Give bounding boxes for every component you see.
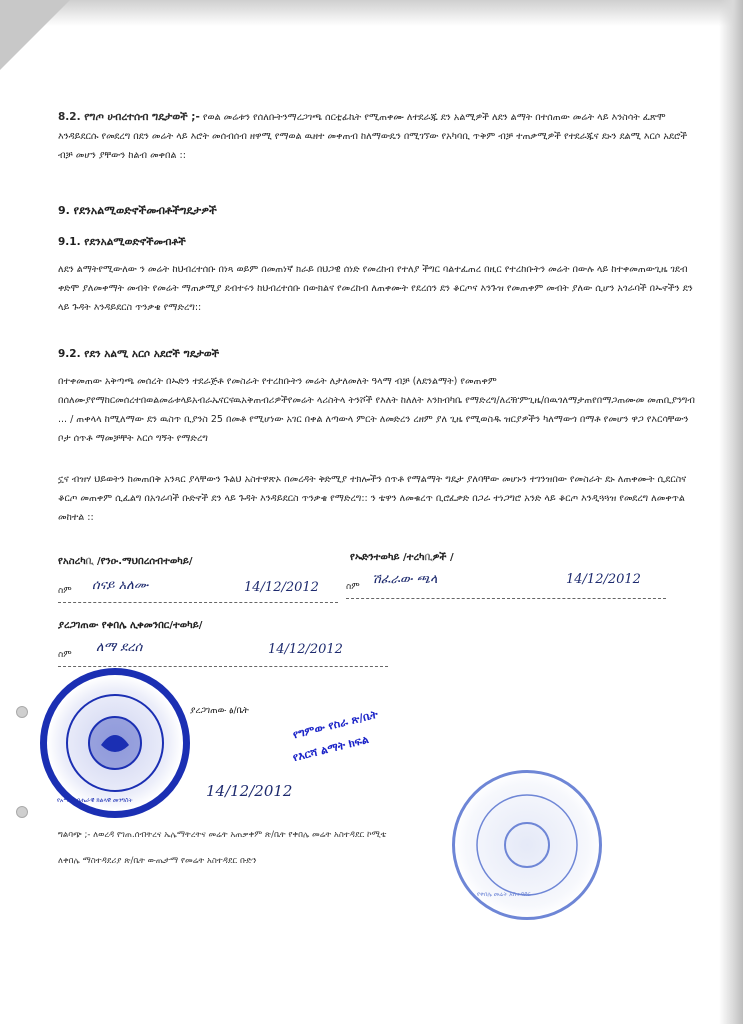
left-name-handwriting: ሰናይ አለሙ: [92, 578, 149, 593]
left-date-handwriting: 14/12/2012: [244, 580, 319, 595]
kebele-seal-stamp: [452, 770, 602, 920]
right-name-label: ስም: [346, 582, 360, 592]
punch-hole: [16, 706, 28, 718]
official-seal-stamp: [40, 668, 190, 818]
section-8-2: [58, 108, 698, 165]
section-9-1-paragraph: ለደን ልማትየሚውለው ን መሬት ከህብረተሰቡ በነጻ ወይም በመጠነኛ ክራይ በህጋዊ ሰነድ የመረከብ የተለያ ችግር ባልተፈጠረ በዚር የተረከቡትን መሬት በውሉ ላይ ከተቀመጠውጊዜ ገደብ ቀድሞ ያለመቀማት መብት የመሬት ማጠቃሚያ ደብተሩን ከህብረተሰቡ በውክልና የመረከብ ለጠቀሙት የደረሰን ደን ቆርጦና እንጉዝ የመጠቀም መብት ያለው ሲሆን አጎራባች በኡኖችን ደን ላይ ጉዳት እንዳይደርስ ጥንቃቄ የማድረግ::: [58, 264, 693, 313]
kebele-seal-emblem-icon: [455, 773, 605, 923]
handover-representative-heading: የአስረካቢ /የንዑ.ማህበረሰብተወካይ/: [58, 556, 193, 567]
office-handwriting-2: የእርሻ ልማት ክፍል: [291, 732, 370, 765]
office-date-handwriting: 14/12/2012: [206, 782, 293, 800]
seal-caption: የአማራ ብሔራዊ ክልላዊ መንግስት: [57, 797, 133, 804]
kebele-seal-caption: የቀበሌ መሬት አስተዳደር: [477, 891, 531, 898]
section-8-2-heading: 8.2. የግጦ ሀብረተሰብ ግዴታወች ;-: [58, 111, 200, 123]
folded-corner: [0, 0, 70, 70]
chairman-name-handwriting: ለማ ደረሰ: [96, 640, 143, 655]
punch-hole: [16, 806, 28, 818]
copy-recipients-line-2: ለቀበሌ ማስተዳደሪያ ጽ/ቤት ውጤታማ የመሬት አስተዳደር ቡድን: [58, 856, 257, 866]
section-9-2-heading: 9.2. የደን አልሚ አርሶ አደሮች ግዴታወች: [58, 348, 220, 360]
section-9-heading: 9. የደንአልሚወድኖችመብቶችግዴታዎች: [58, 204, 217, 217]
left-name-label: ስም: [58, 586, 72, 596]
chairman-heading: ያረጋገጠው የቀበሌ ሊቀመንበር/ተወካይ/: [58, 620, 203, 631]
section-9-2-paragraph-b: ኗና ብዝሃ ህይወትን ከመጠበቅ አንጻር ያላቸውን ጉልህ አስተዋጽኦ በመረዳት ቅድሚያ ተክሎችን ሰጥቶ የማልማት ግዴታ ያለባቸው መሆኑን ተገንዝበው የመስራት ደኑ ለጠቀሙት ሲደርስና ቆርጦ መጠቀም ሲፈልግ በአጎራባች ቡድኖች ደን ላይ ጉዳት እንዳይደርስ ጥንቃቄ የማድረግ:: ን ቴዋን ለመቁረጥ ቢሮፈቃድ በጋራ ተነጋግሮ አንድ ላይ ቆርጦ እንዲጓጓዝ የመደረግ ለመቀጥል መከተል ::: [58, 474, 687, 523]
right-date-handwriting: 14/12/2012: [566, 572, 641, 587]
section-9-2-paragraph-a: በተቀመጠው አቅጣጫ መሰረት በኡድን ተደራጅቶ የመስራት የተረከቡትን መሬት ለታለመለት ዓላማ ብቻ (ለደንልማት) የመጠቀም በሰለሙያየማከርመሰረተበወልመሬቱላይአብራኤናርናዉአቅጠብሪዎችየመሬት ላሪስትላ ትንሾች የእለት ከለለት እንክብካቤ የማድረግ/ለረዥምጊዜ/በዉጎለማታጠየበማጋጠሙመ መጠቢያንግብ ... / ጠቀላላ ከሚለማው ደን ዉስጥ ቢያንስ 25 በመቶ የሚሆነው አገር በቀል ለጣውላ ምርት ለመድረን ረዘም ያለ ጊዜ የሚወስዱ ዝርያዎችን ካለማውጎ በማቶ የመሆን ዋጋ የእርሳቸውን ቦታ ሰጥቶ ማመቻቸት እርሶ ግኝት የማድረግ: [58, 376, 695, 444]
chairman-date-handwriting: 14/12/2012: [268, 642, 343, 657]
office-handwriting-1: የግምው የስራ ጽ/ቤት: [291, 707, 380, 742]
receiver-representative-heading: የኡድንተወካይ /ተረካቢዎች /: [350, 552, 454, 563]
right-name-handwriting: ሽፈራው ጫላ: [372, 572, 438, 587]
chairman-name-label: ስም: [58, 650, 72, 660]
scan-shadow-top: [0, 0, 743, 26]
section-8-2-paragraph: የወል መሬቱን የሰለቡትንማረጋገጫ ሰርቲፊኬት የሚጠቀሙ ለተደራጁ ደን አልሚዎች ለደን ልማት በተሰጠው መሬት ላይ እንስሳት ፈጽሞ እንዳይደርሱ የመደረግ በደን መሬት ላይ እሮት መሰብሰብ ዘዋሚ የማወል ዉዘተ መቀጠብ ከለማውዴን በሚገኘው የአካባቢ ጥቅም ብቻ ተጠቃሚዎች የተደራጁና ደኑን ደልሚ እርሶ አደሮች ብቻ መሆን ያቸውን ከልብ መቀበል ::: [58, 112, 688, 161]
section-9-1-heading: 9.1. የደንአልሚወድኖችመብቶች: [58, 236, 186, 248]
scan-edge-right: [719, 0, 743, 1024]
office-label: ያረጋገጠው ፅ/ቤት: [190, 706, 249, 716]
copy-recipients-line-1: ግልባጭ ;- ለወረዳ የገጠ.ሰብትረና ኤሌማትረትና መሬት አጠቃቀም ጽ/ቤት የቀበሌ መሬት አስተዳደር ኮሚቴ: [58, 830, 387, 840]
